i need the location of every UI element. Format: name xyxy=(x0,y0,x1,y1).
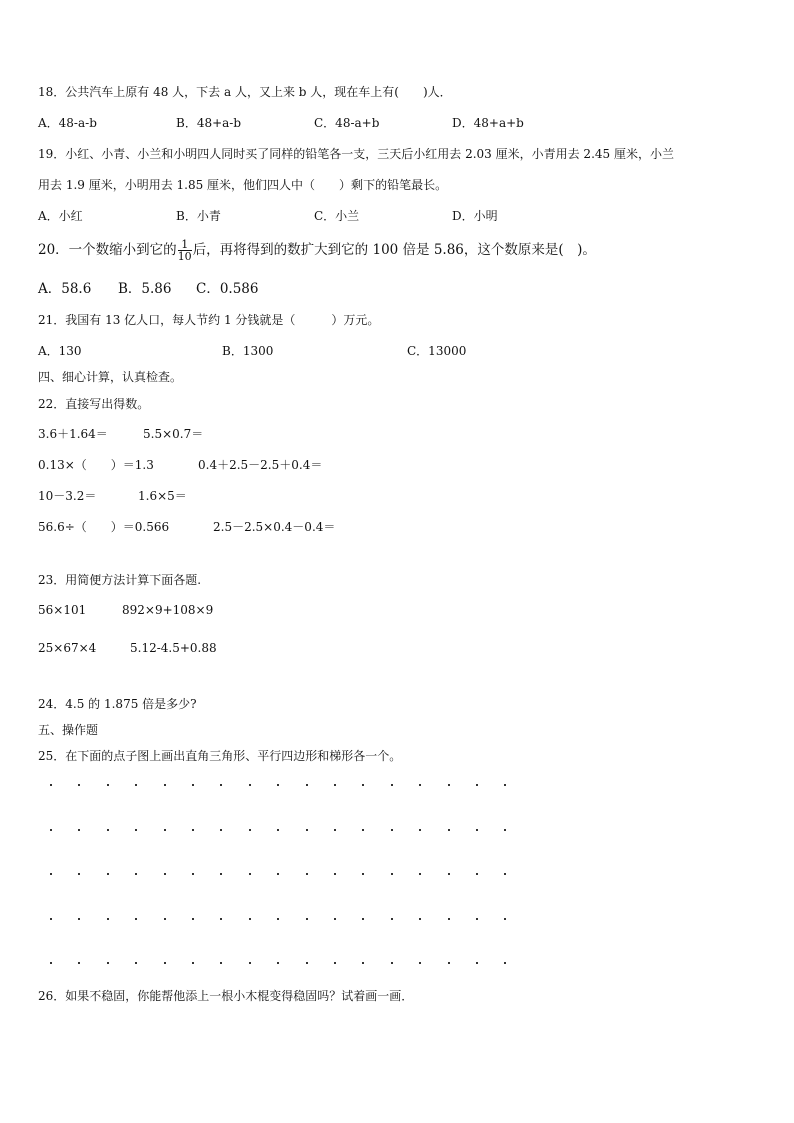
grid-dot xyxy=(249,873,251,875)
q22-item-3: 0.13×（ ）＝1.3 xyxy=(38,458,154,472)
grid-dot xyxy=(277,962,279,964)
grid-dot xyxy=(192,873,194,875)
q19-option-c: C．小兰 xyxy=(314,209,360,223)
grid-dot xyxy=(448,918,450,920)
grid-dot xyxy=(50,784,52,786)
grid-dot xyxy=(306,873,308,875)
grid-dot xyxy=(164,918,166,920)
grid-dot xyxy=(448,784,450,786)
q18-stem: 18．公共汽车上原有 48 人，下去 a 人，又上来 b 人，现在车上有( )人． xyxy=(38,85,452,99)
q18-option-a: A．48-a-b xyxy=(38,116,97,130)
grid-dot xyxy=(504,962,506,964)
q20-option-b: B．5.86 xyxy=(118,281,172,297)
grid-dot xyxy=(277,784,279,786)
grid-dot xyxy=(249,784,251,786)
grid-dot xyxy=(419,918,421,920)
grid-dot xyxy=(362,784,364,786)
q21-option-c: C．13000 xyxy=(407,344,467,358)
q23-item-3: 25×67×4 xyxy=(38,641,97,655)
q20-fraction-numerator: 1 xyxy=(178,239,192,251)
grid-dot xyxy=(306,829,308,831)
q23-item-2: 892×9+108×9 xyxy=(122,603,214,617)
grid-dot xyxy=(135,784,137,786)
grid-dot xyxy=(306,962,308,964)
grid-dot xyxy=(249,962,251,964)
grid-dot xyxy=(504,784,506,786)
grid-dot xyxy=(78,962,80,964)
grid-dot xyxy=(135,918,137,920)
grid-dot xyxy=(107,829,109,831)
grid-dot xyxy=(419,784,421,786)
grid-dot xyxy=(220,962,222,964)
grid-dot xyxy=(107,873,109,875)
grid-dot xyxy=(448,962,450,964)
grid-dot xyxy=(419,962,421,964)
grid-dot xyxy=(391,873,393,875)
q19-stem-line1: 19．小红、小青、小兰和小明四人同时买了同样的铅笔各一支，三天后小红用去 2.03 厘米，小青用去 2.45 厘米，小兰 xyxy=(38,147,674,161)
grid-dot xyxy=(164,829,166,831)
grid-dot xyxy=(164,873,166,875)
grid-dot xyxy=(334,829,336,831)
grid-dot xyxy=(135,962,137,964)
grid-dot xyxy=(476,784,478,786)
grid-dot xyxy=(334,784,336,786)
grid-dot xyxy=(277,918,279,920)
grid-dot xyxy=(277,829,279,831)
section4-heading: 四、细心计算，认真检查。 xyxy=(38,370,183,384)
q22-item-7: 56.6÷（ ）＝0.566 xyxy=(38,520,170,534)
grid-dot xyxy=(476,962,478,964)
grid-dot xyxy=(419,873,421,875)
q23-item-4: 5.12-4.5+0.88 xyxy=(130,641,217,655)
q19-option-b: B．小青 xyxy=(176,209,221,223)
grid-dot xyxy=(362,962,364,964)
grid-dot xyxy=(362,873,364,875)
grid-dot xyxy=(220,918,222,920)
q26-stem: 26．如果不稳固，你能帮他添上一根小木棍变得稳固吗？试着画一画． xyxy=(38,989,414,1003)
grid-dot xyxy=(78,918,80,920)
grid-dot xyxy=(249,829,251,831)
grid-dot xyxy=(192,784,194,786)
grid-dot xyxy=(306,784,308,786)
grid-dot xyxy=(504,918,506,920)
q23-stem: 23．用简便方法计算下面各题. xyxy=(38,573,202,587)
q22-item-2: 5.5×0.7＝ xyxy=(143,427,204,441)
grid-dot xyxy=(164,784,166,786)
grid-dot xyxy=(504,829,506,831)
grid-dot xyxy=(476,829,478,831)
grid-dot xyxy=(107,784,109,786)
grid-dot xyxy=(107,962,109,964)
grid-dot xyxy=(391,962,393,964)
grid-dot xyxy=(220,829,222,831)
section5-heading: 五、操作题 xyxy=(38,723,99,737)
q20-stem-after: 后，再将得到的数扩大到它的 100 倍是 5.86，这个数原来是( )。 xyxy=(192,242,596,258)
q22-item-1: 3.6＋1.64＝ xyxy=(38,427,108,441)
grid-dot xyxy=(78,829,80,831)
grid-dot xyxy=(362,829,364,831)
grid-dot xyxy=(334,873,336,875)
grid-dot xyxy=(504,873,506,875)
q21-stem: 21．我国有 13 亿人口，每人节约 1 分钱就是（ ）万元。 xyxy=(38,313,380,327)
grid-dot xyxy=(50,873,52,875)
grid-dot xyxy=(135,829,137,831)
grid-dot xyxy=(249,918,251,920)
grid-dot xyxy=(220,873,222,875)
q20-option-a: A．58.6 xyxy=(38,281,92,297)
q21-option-b: B．1300 xyxy=(222,344,274,358)
grid-dot xyxy=(50,962,52,964)
grid-dot xyxy=(78,873,80,875)
grid-dot xyxy=(192,962,194,964)
q20-fraction-denominator: 10 xyxy=(177,250,192,263)
grid-dot xyxy=(419,829,421,831)
q20-stem-before: 20．一个数缩小到它的 xyxy=(38,242,177,258)
grid-dot xyxy=(192,918,194,920)
q25-stem: 25．在下面的点子图上画出直角三角形、平行四边形和梯形各一个。 xyxy=(38,749,402,763)
grid-dot xyxy=(164,962,166,964)
grid-dot xyxy=(448,873,450,875)
grid-dot xyxy=(362,918,364,920)
grid-dot xyxy=(334,918,336,920)
q19-stem-line2: 用去 1.9 厘米，小明用去 1.85 厘米，他们四人中（ ）剩下的铅笔最长。 xyxy=(38,178,448,192)
q22-item-6: 1.6×5＝ xyxy=(138,489,187,503)
q18-option-b: B．48+a-b xyxy=(176,116,242,130)
q18-option-c: C．48-a+b xyxy=(314,116,380,130)
q21-option-a: A．130 xyxy=(38,344,82,358)
grid-dot xyxy=(306,918,308,920)
q22-item-5: 10－3.2＝ xyxy=(38,489,97,503)
grid-dot xyxy=(78,784,80,786)
q22-item-8: 2.5－2.5×0.4－0.4＝ xyxy=(213,520,336,534)
q22-item-4: 0.4＋2.5－2.5＋0.4＝ xyxy=(198,458,323,472)
q18-option-d: D．48+a+b xyxy=(452,116,524,130)
grid-dot xyxy=(277,873,279,875)
grid-dot xyxy=(192,829,194,831)
grid-dot xyxy=(391,918,393,920)
q24-stem: 24．4.5 的 1.875 倍是多少? xyxy=(38,697,197,711)
grid-dot xyxy=(334,962,336,964)
q20-option-c: C．0.586 xyxy=(196,281,259,297)
grid-dot xyxy=(391,829,393,831)
q19-option-d: D．小明 xyxy=(452,209,498,223)
grid-dot xyxy=(50,829,52,831)
grid-dot xyxy=(50,918,52,920)
q22-stem: 22．直接写出得数。 xyxy=(38,397,150,411)
grid-dot xyxy=(448,829,450,831)
grid-dot xyxy=(476,873,478,875)
grid-dot xyxy=(107,918,109,920)
q23-item-1: 56×101 xyxy=(38,603,87,617)
grid-dot xyxy=(476,918,478,920)
q19-option-a: A．小红 xyxy=(38,209,83,223)
grid-dot xyxy=(135,873,137,875)
grid-dot xyxy=(391,784,393,786)
grid-dot xyxy=(220,784,222,786)
